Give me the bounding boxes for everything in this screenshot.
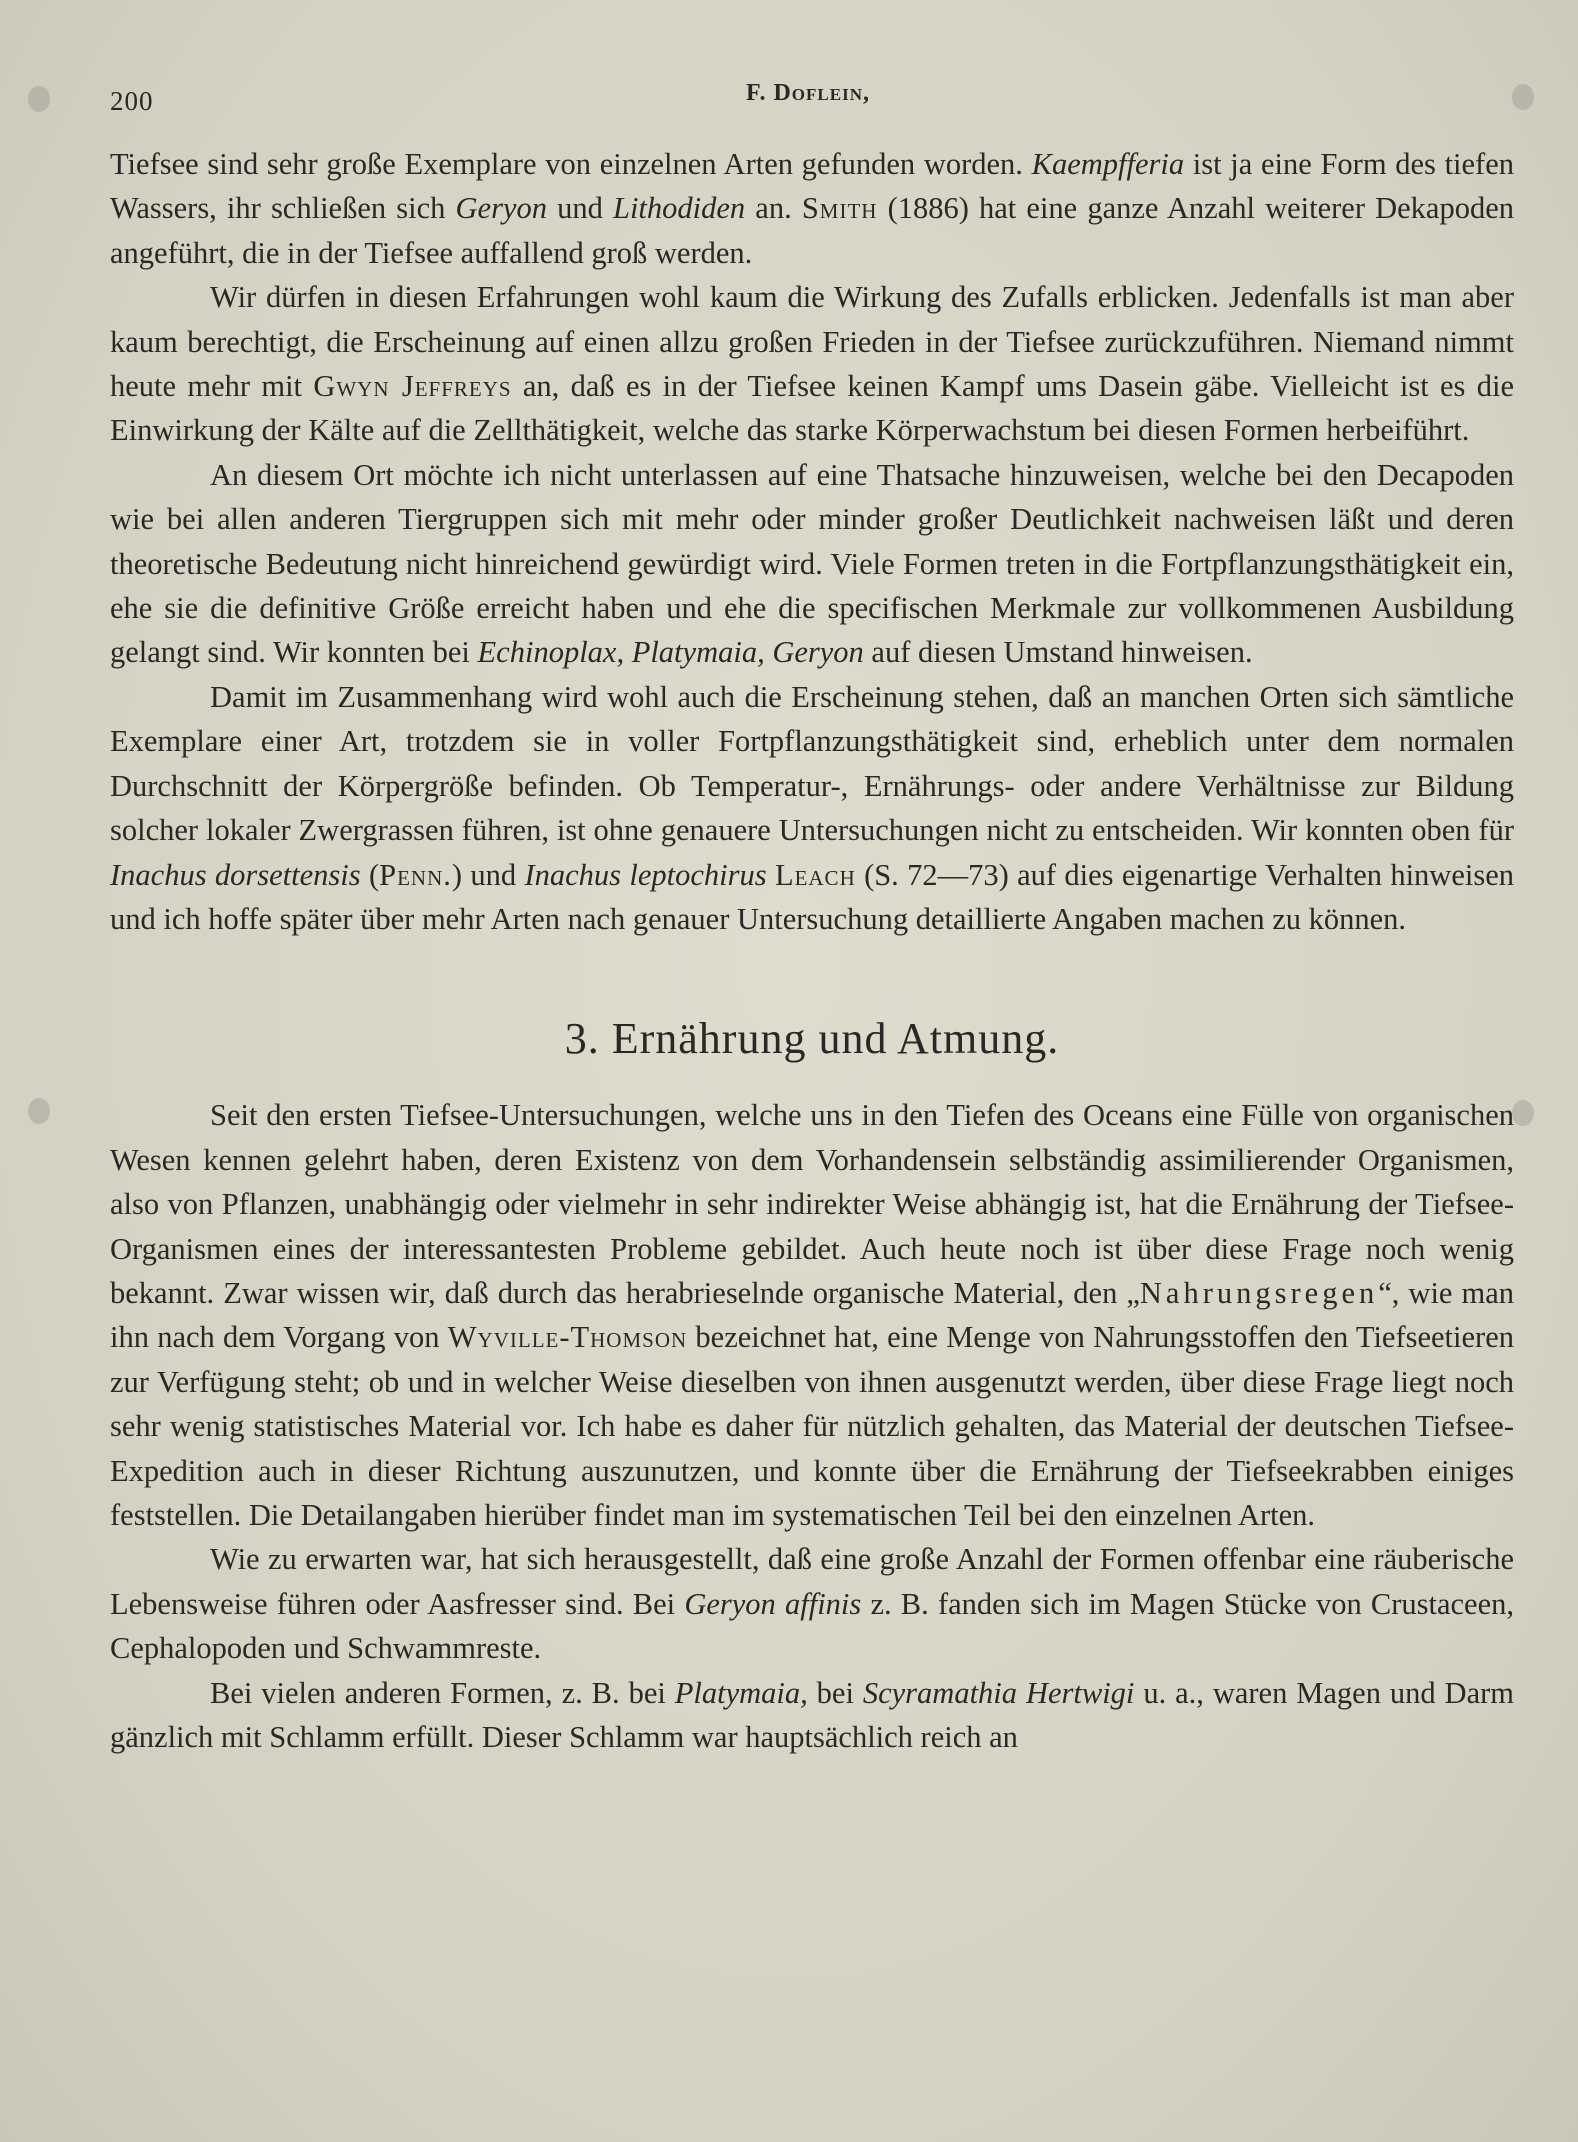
text-run: An diesem Ort möchte ich nicht unterlassen auf eine Thatsache hinzuweisen, welche bei den Decapoden wie bei allen anderen Tiergruppen sich mit mehr oder minder großer Deutlichkeit nachweisen läßt und deren theoretische Bedeutung nicht hinreichend gewürdigt wird. Viele Formen treten in die Fortpflanzungsthätigkeit ein, ehe sie die definitive Größe erreicht haben und ehe die specifischen Merkmale zur vollkommenen Ausbildung gelangt sind. Wir konnten bei [110, 457, 1514, 670]
paragraphs-after-section [110, 1093, 1514, 1759]
text-run: Damit im Zusammenhang wird wohl auch die Erscheinung stehen, daß an manchen Orten sich sämtliche Exemplare einer Art, trotzdem sie in voller Fortpflanzungsthätigkeit sind, erheblich unter dem normalen Durchschnitt der Körpergröße befinden. Ob Temperatur-, Ernährungs- oder andere Verhältnisse zur Bildung solcher lokaler Zwergrassen führen, ist ohne genauere Untersuchungen nicht zu entscheiden. Wir konnten oben für [110, 679, 1514, 848]
text-run [767, 858, 775, 892]
small-caps-name: Smith [801, 191, 878, 226]
text-run: an, daß es in der Tiefsee keinen Kampf ums Dasein gäbe. Vielleicht ist es die Einwirkung der Kälte auf die Zellthätigkeit, welche das starke Körperwachstum bei diesen Formen herbeiführt. [110, 369, 1514, 448]
text-run: ) und [451, 857, 525, 892]
text-run: Wie zu erwarten war, hat sich herausgestellt, daß eine große Anzahl der Formen offenbar eine räuberische Lebensweise führen oder Aasfresser sind. Bei [110, 1542, 1514, 1621]
page-blemish [1512, 1100, 1534, 1126]
page-header [110, 80, 1510, 120]
text-run: Wir dürfen in diesen Erfahrungen wohl kaum die Wirkung des Zufalls erblicken. Jedenfalls ist man aber kaum berechtigt, die Erscheinung auf einen allzu großen Frieden in der Tiefsee zurückzuführen. Niemand nimmt heute mehr mit [110, 280, 1514, 404]
text-run: “, wie man ihn nach dem Vorgang von [110, 1275, 1514, 1355]
section-heading: 3. Ernährung und Atmung. [564, 1014, 1060, 1064]
paragraph [110, 1537, 1514, 1670]
italic-text: Lithodiden [612, 191, 746, 226]
text-run: Seit den ersten Tiefsee-Untersuchungen, welche uns in den Tiefen des Oceans eine Fülle von organischen Wesen kennen gelehrt haben, deren Existenz von dem Vorhandensein selbständig assimilierender Organismen, also von Pflanzen, unabhängig oder vielmehr in sehr indirekter Weise abhängig ist, hat die Ernährung der Tiefsee-Organismen eines der interessantesten Probleme gebildet. Auch heute noch ist über diese Frage noch wenig bekannt. Zwar wissen wir, daß durch das herabrieselnde organische Material, den „ [110, 1098, 1514, 1310]
spaced-text: Nahrungsregen [1139, 1275, 1379, 1310]
text-run: ist ja eine Form des tiefen Wassers, ihr schließen sich [110, 147, 1514, 226]
page-number: 200 [110, 86, 154, 116]
paragraph [110, 1671, 1514, 1760]
text-run: (1886) hat eine ganze Anzahl weiterer Dekapoden angeführt, die in der Tiefsee auffallend groß werden. [110, 191, 1514, 270]
italic-text: Kaempfferia [1031, 147, 1185, 181]
small-caps-name: Penn. [379, 857, 452, 892]
text-run: bei [807, 1675, 863, 1710]
text-run: z. B. fanden sich im Magen Stücke von Crustaceen, Cephalopoden und Schwammreste. [110, 1586, 1515, 1666]
page-blemish [28, 86, 50, 112]
small-caps-name: Wyville-Thomson [447, 1320, 688, 1355]
text-run: ( [360, 857, 380, 892]
small-caps-name: Leach [774, 857, 856, 892]
running-head: F. Doflein, [746, 80, 870, 106]
paragraphs-before-section [110, 142, 1514, 941]
paragraph [110, 142, 1514, 275]
paragraph [110, 453, 1514, 675]
text-run: Bei vielen anderen Formen, z. B. bei [210, 1675, 675, 1710]
italic-text: Geryon [455, 191, 547, 226]
italic-text: Platymaia, [674, 1675, 808, 1710]
text-run: und [546, 191, 613, 226]
page-blemish [28, 1098, 50, 1124]
text-run: u. a., waren Magen und Darm gänzlich mit Schlamm erfüllt. Dieser Schlamm war hauptsächlich reich an [110, 1675, 1514, 1754]
body-text [110, 142, 1514, 1759]
text-run: Tiefsee sind sehr große Exemplare von einzelnen Arten gefunden worden. [110, 147, 1032, 181]
page-blemish [1512, 84, 1534, 110]
italic-text: Echinoplax, Platymaia, Geryon [477, 635, 864, 670]
paragraph [110, 275, 1514, 453]
italic-text: Scyramathia Hertwigi [862, 1675, 1135, 1710]
italic-text: Inachus dorsettensis [110, 857, 361, 892]
small-caps-name: Gwyn Jeffreys [313, 369, 512, 404]
paragraph [110, 675, 1514, 941]
italic-text: Inachus leptochirus [524, 857, 767, 892]
text-run: (S. 72—73) auf dies eigenartige Verhalten hinweisen und ich hoffe später über mehr Arten nach genauer Untersuchung detaillierte Angaben machen zu können. [110, 857, 1514, 936]
text-run: auf diesen Umstand hinweisen. [863, 635, 1253, 670]
text-run: an. [745, 191, 802, 226]
paragraph [110, 1093, 1514, 1537]
italic-text: Geryon affinis [684, 1586, 862, 1621]
text-run: bezeichnet hat, eine Menge von Nahrungsstoffen den Tiefseetieren zur Verfügung steht; ob und in welcher Weise dieselben von ihnen ausgenutzt werden, über diese Frage liegt noch sehr wenig statistisches Material vor. Ich habe es daher für nützlich gehalten, das Material der deutschen Tiefsee-Expedition auch in dieser Richtung auszunutzen, und konnte über die Ernährung der Tiefseekrabben einiges feststellen. Die Detailangaben hierüber findet man im systematischen Teil bei den einzelnen Arten. [110, 1320, 1514, 1532]
